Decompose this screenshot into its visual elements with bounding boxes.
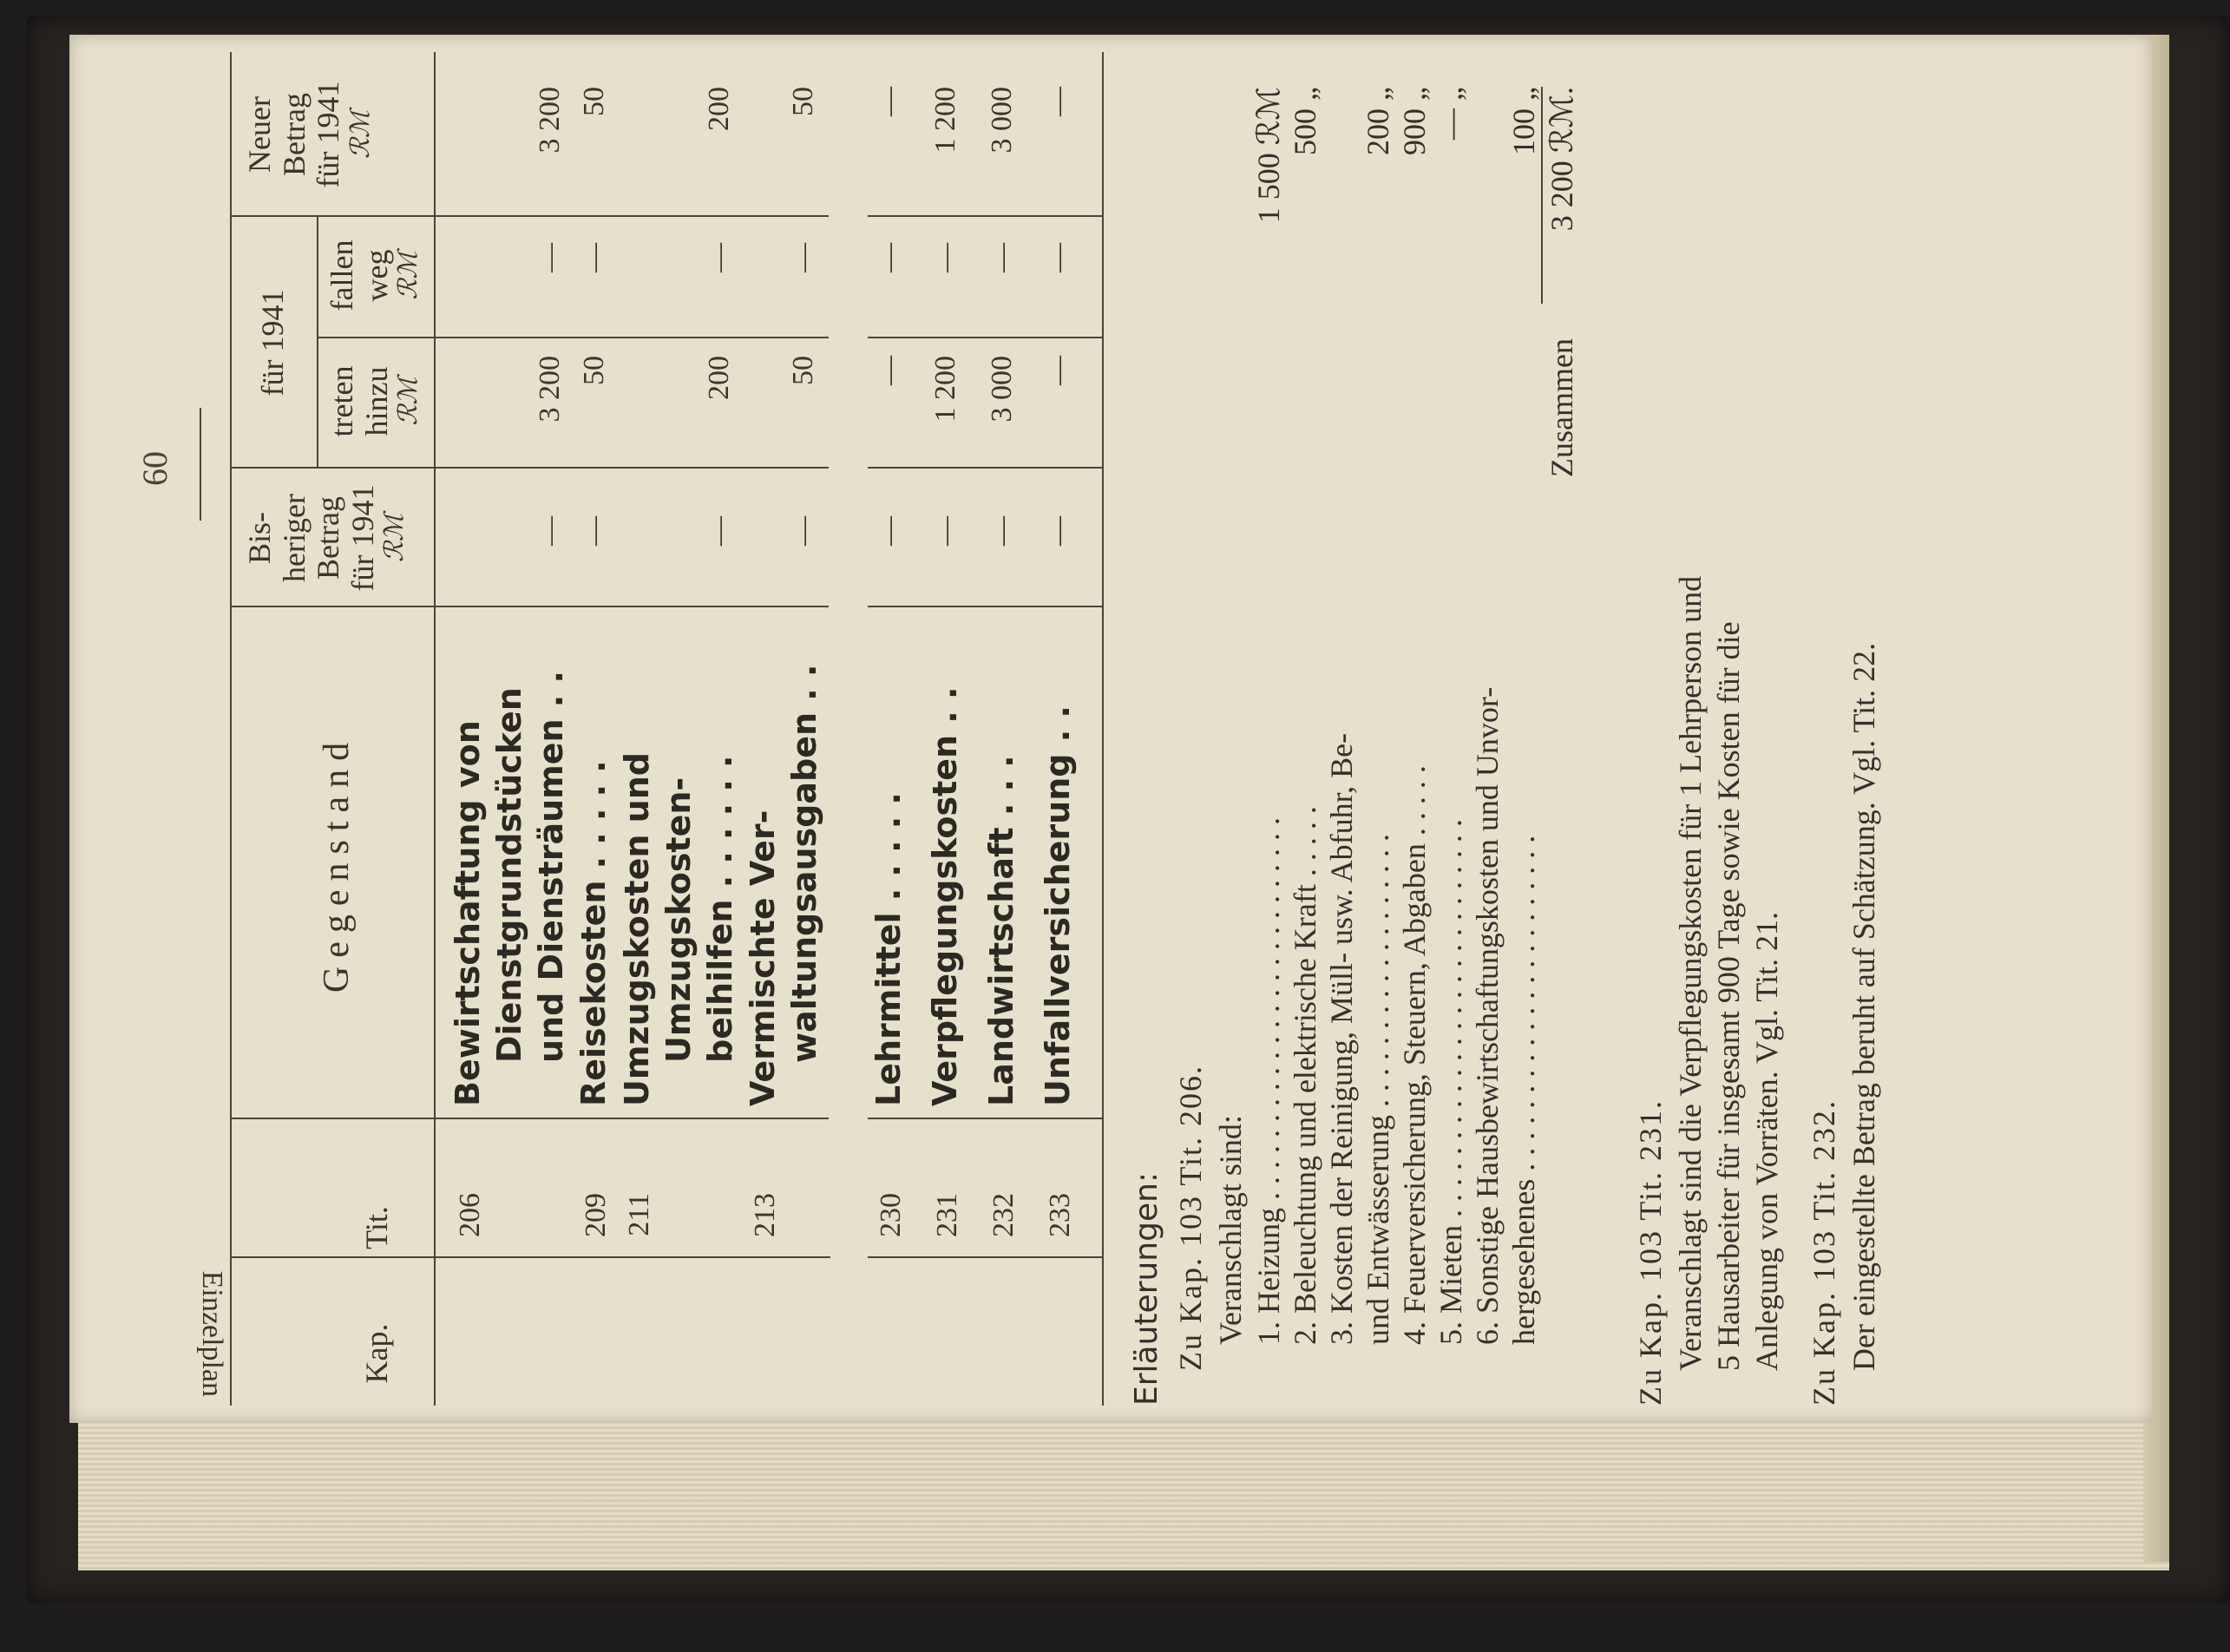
- note-206-intro: Veranschlagt sind:: [1213, 1115, 1248, 1345]
- table-row: [573, 35, 616, 1423]
- header-fuer-1941: für 1941: [255, 289, 290, 397]
- cell-fallen: —: [534, 243, 566, 272]
- cell-treten: —: [873, 356, 905, 385]
- page-number: 60: [135, 451, 174, 486]
- fuer1941-rule: [317, 217, 318, 469]
- text-line: Der eingestellte Betrag beruht auf Schätzung. Vgl. Tit. 22.: [1846, 642, 1881, 1371]
- cell-gegenstand: Verpflegungskosten . .: [926, 686, 964, 1106]
- note-232-title: Zu Kap. 103 Tit. 232.: [1807, 1098, 1841, 1406]
- header-tit: Tit.: [359, 1206, 394, 1249]
- header-treten-l1: treten: [325, 365, 359, 437]
- total-label: Zusammen: [1545, 338, 1579, 477]
- cell-fallen: —: [929, 243, 961, 272]
- list-item: [1505, 87, 1541, 1345]
- table-row: [981, 35, 1033, 1423]
- header-bisheriger-l1: Bis-: [242, 512, 277, 565]
- cell-tit: 206: [454, 1193, 486, 1237]
- list-item-text: 5. Mieten . . . . . . . . . . . . . . . . . . . . . . . . . .: [1433, 819, 1468, 1345]
- cell-bisher: —: [929, 516, 961, 546]
- note-231-title: Zu Kap. 103 Tit. 231.: [1633, 1098, 1668, 1406]
- cell-tit: 231: [931, 1193, 963, 1237]
- cell-bisher: —: [986, 516, 1018, 546]
- cell-fallen: —: [703, 243, 735, 272]
- cell-tit: 209: [580, 1193, 612, 1237]
- cell-treten: 3 200: [534, 356, 566, 423]
- cell-tit: 232: [987, 1193, 1020, 1237]
- list-item: [1322, 87, 1359, 1345]
- header-treten-l2: hinzu: [358, 366, 394, 436]
- cell-tit: 233: [1044, 1193, 1076, 1237]
- list-item: [1432, 87, 1468, 1345]
- cell-gegenstand: [742, 665, 825, 1106]
- cell-line: Reisekosten . . . . .: [574, 760, 613, 1106]
- cell-tit: 230: [875, 1193, 907, 1237]
- list-item-text: 1. Heizung . . . . . . . . . . . . . . . . . . . . . . . . .: [1251, 817, 1286, 1345]
- cell-gegenstand: [447, 671, 572, 1106]
- cell-fallen: —: [986, 243, 1018, 272]
- header-bisheriger: [243, 473, 409, 603]
- cell-line: und Diensträumen . .: [532, 671, 570, 1063]
- cell-gegenstand: Lehrmittel . . . . .: [869, 792, 908, 1106]
- cell-bisher: —: [787, 516, 819, 546]
- note-206-title: Zu Kap. 103 Tit. 206.: [1173, 1064, 1208, 1371]
- cell-neuer: 1 200: [929, 87, 961, 154]
- list-item-amount: — „: [1433, 87, 1468, 140]
- cell-gegenstand: [616, 752, 741, 1106]
- cell-line: Bewirtschaftung von: [449, 720, 487, 1106]
- header-bisheriger-l3: Betrag: [311, 496, 346, 580]
- cell-gegenstand: Landwirtschaft . . .: [982, 755, 1020, 1106]
- text-line: 5 Hausarbeiter für insgesamt 900 Tage sowie Kosten für die: [1711, 621, 1746, 1371]
- table-row: [616, 35, 738, 1423]
- list-item-text: 6. Sonstige Hausbewirtschaftungskosten und Unvor-: [1470, 686, 1505, 1345]
- text-line: Veranschlagt sind die Verpflegungskosten für 1 Lehrperson und: [1673, 575, 1708, 1371]
- cell-line: Umzugskosten und: [618, 752, 656, 1106]
- table-bottom-rule: [1102, 52, 1104, 1406]
- table-header-rule: [434, 52, 436, 1406]
- header-neuer-currency: ℛℳ: [345, 110, 375, 160]
- cell-gegenstand: [573, 760, 614, 1106]
- cell-line: Vermischte Ver-: [744, 810, 782, 1106]
- list-item: [1468, 87, 1505, 1345]
- cell-bisher: —: [873, 516, 905, 546]
- header-bisheriger-l4: für 1941: [344, 484, 380, 592]
- cell-treten: 3 000: [986, 356, 1018, 423]
- notes-heading: Erläuterungen:: [1129, 1171, 1164, 1406]
- cell-bisher: —: [1042, 516, 1074, 546]
- header-bisheriger-l2: heriger: [276, 494, 312, 582]
- cell-neuer: 3 200: [534, 87, 566, 154]
- list-item-text: 4. Feuerversicherung, Steuern, Abgaben . . . . .: [1397, 765, 1432, 1345]
- header-neuer: [243, 56, 375, 213]
- cell-fallen: —: [1042, 243, 1074, 272]
- list-item-amount: 100 „: [1506, 87, 1541, 155]
- list-item-text: und Entwässerung . . . . . . . . . . . . . . . . . .: [1361, 834, 1395, 1345]
- cell-line: Umzugskosten-: [659, 777, 698, 1063]
- cell-bisher: —: [703, 516, 735, 546]
- list-item: [1359, 87, 1395, 1345]
- table-top-rule: [230, 52, 232, 1406]
- cell-line: waltungsausgaben . .: [785, 664, 823, 1063]
- cell-tit: 211: [623, 1193, 655, 1236]
- cell-tit: 213: [749, 1193, 781, 1237]
- cell-fallen: —: [787, 243, 819, 272]
- note-206-list: [1249, 87, 1581, 1345]
- text-line: Anlegung von Vorräten. Vgl. Tit. 21.: [1749, 911, 1784, 1371]
- total-row: [1543, 87, 1581, 1345]
- table-row: [447, 35, 568, 1423]
- running-head: Einzelplan: [196, 1270, 228, 1397]
- header-fallen: [325, 217, 423, 334]
- cell-line: beihilfen . . . . . .: [701, 755, 739, 1063]
- cell-neuer: 200: [703, 87, 735, 131]
- header-kap: Kap.: [359, 1323, 394, 1384]
- cell-line: Dienstgrundstücken: [490, 687, 528, 1063]
- list-item: [1249, 87, 1286, 1345]
- cell-fallen: —: [578, 243, 610, 272]
- list-item-text: hergesehenes . . . . . . . . . . . . . . . . . . . . . .: [1506, 835, 1541, 1345]
- cell-treten: 200: [703, 356, 735, 400]
- header-fallen-l2: weg: [358, 249, 394, 302]
- note-232-text: [1845, 643, 1883, 1371]
- header-neuer-l3: für 1941: [311, 81, 346, 188]
- cell-treten: 50: [787, 356, 819, 385]
- cell-bisher: —: [534, 516, 566, 546]
- cell-gegenstand: Unfallversicherung . .: [1039, 705, 1077, 1106]
- cell-treten: 50: [578, 356, 610, 385]
- header-treten: [325, 338, 423, 464]
- table-row: [868, 35, 920, 1423]
- cell-treten: —: [1042, 356, 1074, 385]
- header-neuer-l1: Neuer: [242, 96, 277, 173]
- cell-treten: 1 200: [929, 356, 961, 423]
- table-row: [924, 35, 976, 1423]
- cell-neuer: 3 000: [986, 87, 1018, 154]
- cell-neuer: —: [873, 87, 905, 116]
- total-amount: 3 200 ℛℳ.: [1545, 87, 1579, 232]
- cell-neuer: —: [1042, 87, 1074, 116]
- header-fallen-currency: ℛℳ: [394, 251, 423, 300]
- cell-bisher: —: [578, 516, 610, 546]
- table-row: [742, 35, 824, 1423]
- rotated-page-content-lower: [868, 35, 2143, 1423]
- header-bisheriger-currency: ℛℳ: [380, 514, 410, 563]
- cell-fallen: —: [873, 243, 905, 272]
- cell-neuer: 50: [578, 87, 610, 116]
- header-treten-currency: ℛℳ: [394, 377, 423, 426]
- note-231-text: [1671, 576, 1786, 1371]
- header-gegenstand: Gegenstand: [317, 733, 357, 993]
- header-neuer-l2: Betrag: [276, 93, 312, 176]
- list-item: [1286, 87, 1322, 1345]
- list-item-amount: 500 „: [1288, 87, 1322, 155]
- list-item-amount: 900 „: [1397, 87, 1432, 155]
- table-row: [1037, 35, 1089, 1423]
- list-item-amount: 1 500 ℛℳ: [1251, 87, 1286, 224]
- list-item: [1395, 87, 1432, 1345]
- cell-neuer: 50: [787, 87, 819, 116]
- list-item-text: 2. Beleuchtung und elektrische Kraft . . . . .: [1288, 806, 1322, 1345]
- header-fallen-l1: fallen: [325, 239, 359, 311]
- list-item-amount: 200 „: [1361, 87, 1395, 155]
- col-sep-1b: [829, 1256, 830, 1258]
- list-item-text: 3. Kosten der Reinigung, Müll- usw. Abfuhr, Be-: [1324, 732, 1359, 1345]
- page-number-rule: [200, 408, 201, 521]
